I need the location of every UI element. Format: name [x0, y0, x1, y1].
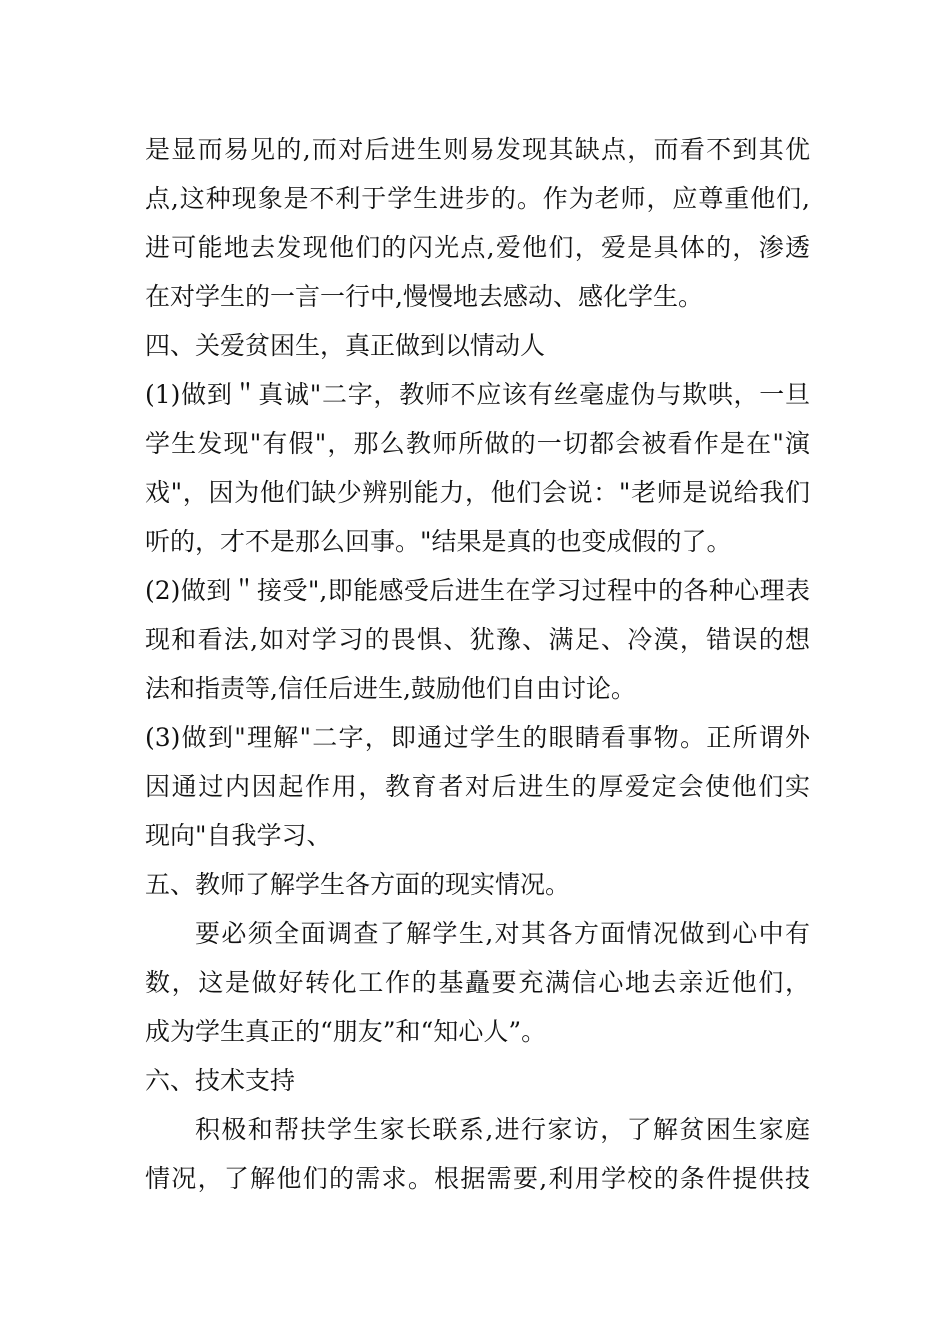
paragraph-line: 积极和帮扶学生家长联系,进行家访，了解贫困生家庭 — [195, 1115, 810, 1144]
paragraph-line: 情况，了解他们的需求。根据需要,利用学校的条件提供技 — [145, 1164, 810, 1193]
section-heading: 六、技术支持 — [145, 1066, 296, 1095]
paragraph-line: 现向"自我学习、 — [145, 821, 332, 850]
paragraph-line: 成为学生真正的“朋友”和“知心人”。 — [145, 1017, 547, 1046]
paragraph-line: 现和看法,如对学习的畏惧、犹豫、满足、冷漠，错误的想 — [145, 625, 810, 654]
paragraph-line: 因通过内因起作用，教育者对后进生的厚爱定会使他们实 — [145, 772, 810, 801]
section-heading: 五、教师了解学生各方面的现实情况。 — [145, 870, 571, 899]
paragraph-line: 听的，才不是那么回事。"结果是真的也变成假的了。 — [145, 527, 732, 556]
paragraph-line: (1)做到＂真诚"二字，教师不应该有丝毫虚伪与欺哄，一旦 — [145, 380, 810, 409]
paragraph-line: 数，这是做好转化工作的基矗要充满信心地去亲近他们， — [145, 968, 810, 997]
paragraph-line: 要必须全面调查了解学生,对其各方面情况做到心中有 — [195, 919, 810, 948]
document-body — [145, 125, 810, 1203]
paragraph-line: 学生发现"有假"，那么教师所做的一切都会被看作是在"演 — [145, 429, 810, 458]
paragraph-line: 在对学生的一言一行中,慢慢地去感动、感化学生。 — [145, 282, 703, 311]
paragraph-line: 进可能地去发现他们的闪光点,爱他们，爱是具体的，渗透 — [145, 233, 810, 262]
paragraph-line: 点,这种现象是不利于学生进步的。作为老师，应尊重他们, — [145, 184, 810, 213]
paragraph-line: 法和指责等,信任后进生,鼓励他们自由讨论。 — [145, 674, 636, 703]
paragraph-line: (2)做到＂接受",即能感受后进生在学习过程中的各种心理表 — [145, 576, 810, 605]
section-heading: 四、关爱贫困生，真正做到以情动人 — [145, 331, 546, 360]
paragraph-line: (3)做到"理解"二字，即通过学生的眼睛看事物。正所谓外 — [145, 723, 810, 752]
paragraph-line: 是显而易见的,而对后进生则易发现其缺点，而看不到其优 — [145, 135, 810, 164]
paragraph-line: 戏"，因为他们缺少辨别能力，他们会说："老师是说给我们 — [145, 478, 810, 507]
